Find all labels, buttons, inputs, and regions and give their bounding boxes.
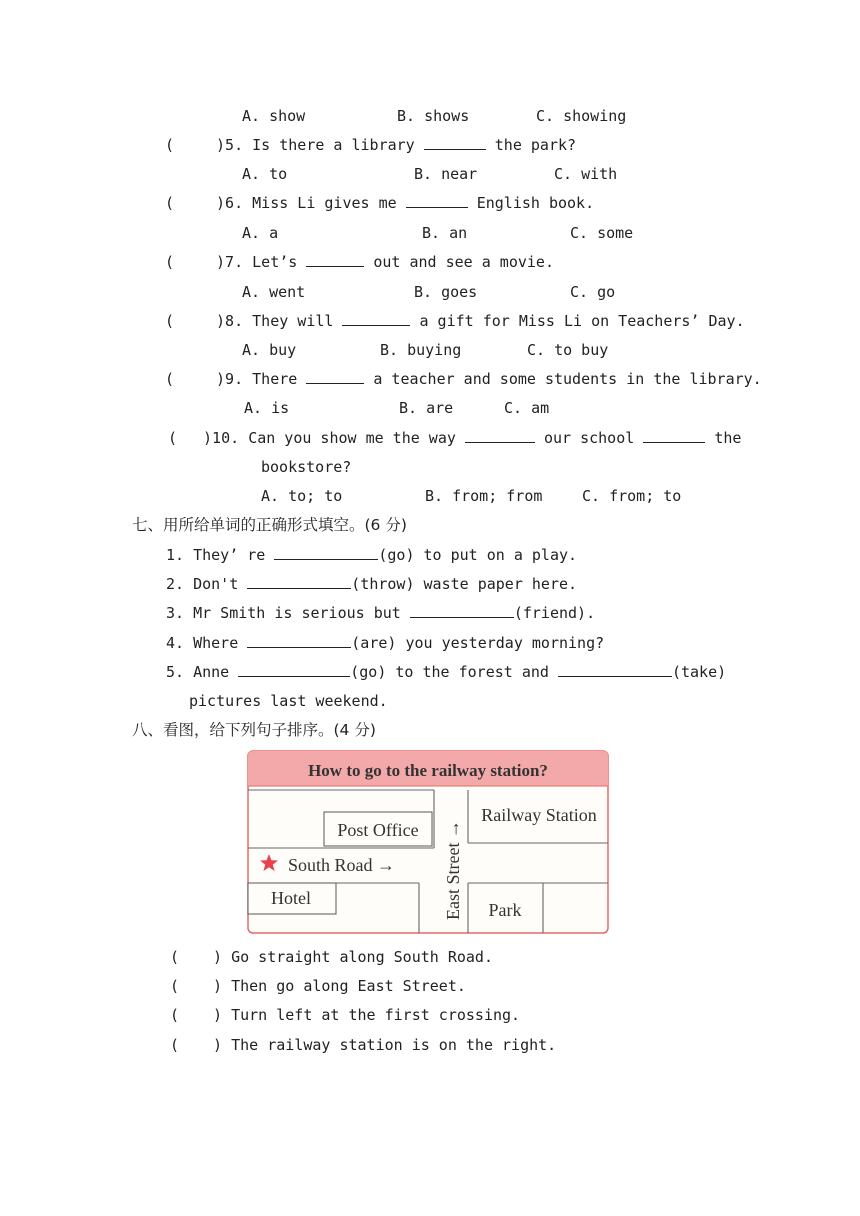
park-label: Park (488, 900, 522, 920)
q9-line: ( )9. There a teacher and some students in the library. (165, 370, 762, 388)
q10-text-1: Can you show me the way (248, 429, 456, 447)
q8-option-a: A. buy (242, 341, 297, 359)
q5-option-c: C. with (554, 165, 618, 183)
s7-item-5-blank-1[interactable] (238, 662, 350, 677)
sentence-3-answer[interactable] (179, 1006, 213, 1020)
s7-item-2: 2. Don't (throw) waste paper here. (166, 575, 578, 593)
q7-blank[interactable] (306, 252, 364, 267)
hotel-label: Hotel (271, 888, 311, 908)
q6-text-after: English book. (476, 194, 595, 212)
q6-blank[interactable] (406, 193, 468, 208)
q5-line: ( )5. Is there a library the park? (165, 136, 577, 154)
q8-number: )8. (216, 312, 244, 330)
q10-blank-2[interactable] (643, 428, 705, 443)
q7-option-a: A. went (242, 283, 306, 301)
route-map (247, 750, 609, 934)
q4-option-b: B. shows (397, 107, 470, 125)
sentence-1-answer[interactable] (179, 948, 213, 962)
q10-text-3: the (714, 429, 742, 447)
q8-option-c: C. to buy (527, 341, 609, 359)
s7-item-5-blank-2[interactable] (558, 662, 672, 677)
q8-text-after: a gift for Miss Li on Teachers’ Day. (419, 312, 745, 330)
q8-option-b: B. buying (380, 341, 462, 359)
q6-number: )6. (216, 194, 244, 212)
s7-item-3-blank[interactable] (410, 603, 514, 618)
q5-option-a: A. to (242, 165, 288, 183)
s7-item-1: 1. They’ re (go) to put on a play. (166, 546, 578, 564)
q10-blank-1[interactable] (465, 428, 535, 443)
s7-item-2-blank[interactable] (247, 574, 351, 589)
section-8-heading: 八、看图，给下列句子排序。(4 分) (132, 721, 376, 739)
q7-text-after: out and see a movie. (373, 253, 554, 271)
q8-line: ( )8. They will a gift for Miss Li on Teachers’ Day. (165, 312, 745, 330)
q9-blank[interactable] (306, 369, 364, 384)
q5-option-b: B. near (414, 165, 478, 183)
q10-number: )10. (203, 429, 240, 447)
q8-text-before: They will (252, 312, 334, 330)
q5-text-before: Is there a library (252, 136, 415, 154)
q7-option-c: C. go (570, 283, 616, 301)
q7-number: )7. (216, 253, 244, 271)
s7-item-1-blank[interactable] (274, 545, 378, 560)
q6-option-c: C. some (570, 224, 634, 242)
railway-station-label: Railway Station (481, 805, 597, 825)
q6-option-b: B. an (422, 224, 468, 242)
q6-option-a: A. a (242, 224, 279, 242)
s7-item-4-blank[interactable] (247, 633, 351, 648)
sentence-4-answer[interactable] (179, 1036, 213, 1050)
sentence-1: ( ) Go straight along South Road. (170, 948, 493, 966)
post-office-label: Post Office (337, 820, 419, 840)
q7-option-b: B. goes (414, 283, 478, 301)
q4-option-a: A. show (242, 107, 306, 125)
q9-option-b: B. are (399, 399, 454, 417)
q6-text-before: Miss Li gives me (252, 194, 397, 212)
s7-item-5-line-2: pictures last weekend. (189, 692, 388, 710)
map-title: How to go to the railway station? (308, 761, 548, 780)
q8-blank[interactable] (342, 311, 410, 326)
q5-text-after: the park? (494, 136, 577, 154)
q7-line: ( )7. Let’s out and see a movie. (165, 253, 554, 271)
south-road-label: South Road → (288, 855, 396, 875)
section-7-heading: 七、用所给单词的正确形式填空。(6 分) (132, 516, 407, 534)
q10-option-c: C. from; to (582, 487, 682, 505)
sentence-4: ( ) The railway station is on the right. (170, 1036, 557, 1054)
s7-item-5: 5. Anne (go) to the forest and (take) (166, 663, 727, 681)
q6-line: ( )6. Miss Li gives me English book. (165, 194, 595, 212)
q4-option-c: C. showing (536, 107, 627, 125)
sentence-3: ( ) Turn left at the first crossing. (170, 1006, 521, 1024)
q5-blank[interactable] (424, 135, 486, 150)
q9-option-a: A. is (244, 399, 290, 417)
q10-option-b: B. from; from (425, 487, 543, 505)
q10-line: ( )10. Can you show me the way our school the (168, 429, 742, 447)
q9-option-c: C. am (504, 399, 550, 417)
q10-text-2: our school (543, 429, 635, 447)
s7-item-3: 3. Mr Smith is serious but (friend). (166, 604, 596, 622)
east-street-label: East Street → (443, 820, 463, 920)
q9-number: )9. (216, 370, 244, 388)
s7-item-4: 4. Where (are) you yesterday morning? (166, 634, 605, 652)
sentence-2: ( ) Then go along East Street. (170, 977, 466, 995)
q9-text-after: a teacher and some students in the library. (373, 370, 762, 388)
sentence-2-answer[interactable] (179, 977, 213, 991)
q10-line-2: bookstore? (261, 458, 352, 476)
q9-text-before: There (252, 370, 298, 388)
q10-option-a: A. to; to (261, 487, 343, 505)
q7-text-before: Let’s (252, 253, 298, 271)
q5-number: )5. (216, 136, 244, 154)
